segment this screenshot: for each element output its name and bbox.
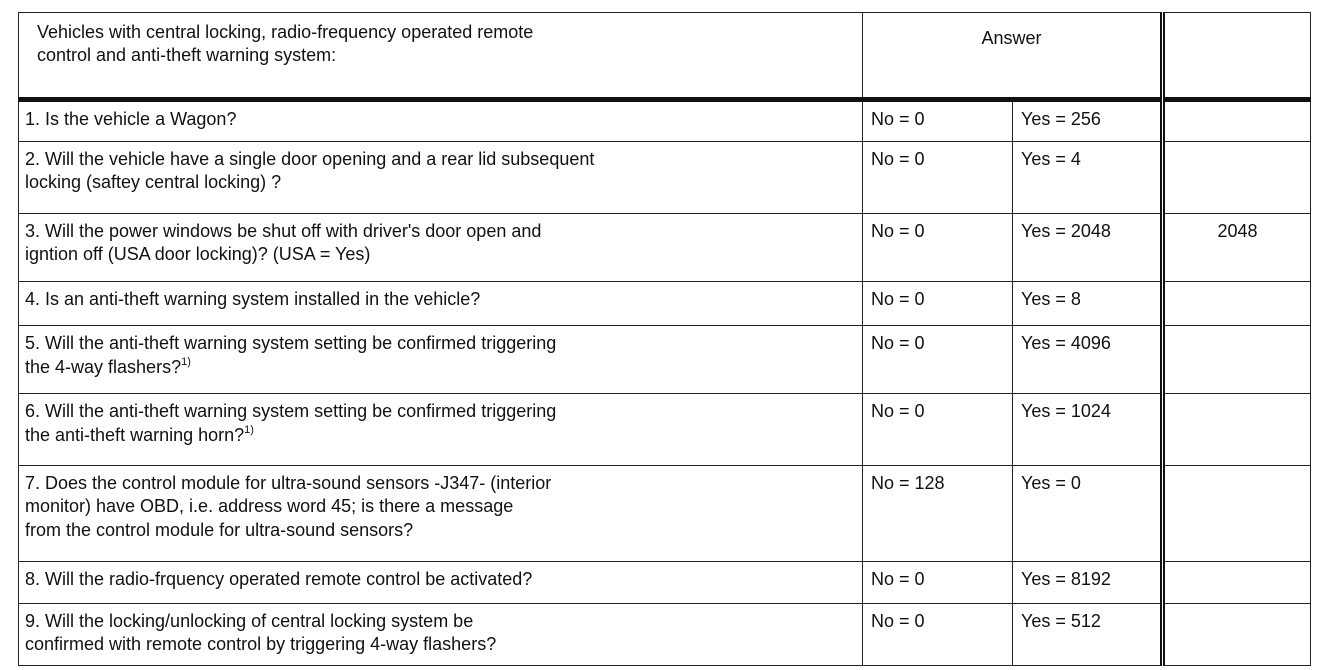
answer-no: No = 0 bbox=[871, 611, 925, 631]
header-row bbox=[19, 13, 1311, 100]
question-text: 2. Will the vehicle have a single door opening and a rear lid subsequent locking (saftey central locking) ? bbox=[25, 149, 595, 193]
question-cell bbox=[19, 562, 863, 604]
answer-no: No = 0 bbox=[871, 333, 925, 353]
result-cell bbox=[1163, 282, 1311, 326]
result-cell bbox=[1163, 214, 1311, 282]
answer-yes: Yes = 8192 bbox=[1021, 569, 1111, 589]
answer-yes-cell bbox=[1013, 142, 1163, 214]
question-text: 1. Is the vehicle a Wagon? bbox=[25, 109, 237, 129]
answer-yes: Yes = 512 bbox=[1021, 611, 1101, 631]
question-text: 9. Will the locking/unlocking of central locking system be confirmed with remote control by triggering 4-way flashers? bbox=[25, 611, 497, 655]
answer-yes-cell bbox=[1013, 466, 1163, 562]
answer-yes-cell bbox=[1013, 394, 1163, 466]
result-cell bbox=[1163, 100, 1311, 142]
answer-no-cell bbox=[863, 100, 1013, 142]
answer-no-cell bbox=[863, 466, 1013, 562]
header-question-cell bbox=[19, 13, 863, 100]
question-cell bbox=[19, 100, 863, 142]
table-row bbox=[19, 562, 1311, 604]
answer-no-cell bbox=[863, 142, 1013, 214]
header-question-title: Vehicles with central locking, radio-frequency operated remote control and anti-theft warning system: bbox=[37, 22, 534, 66]
answer-yes: Yes = 0 bbox=[1021, 473, 1081, 493]
answer-yes: Yes = 1024 bbox=[1021, 401, 1111, 421]
answer-yes: Yes = 2048 bbox=[1021, 221, 1111, 241]
table-row bbox=[19, 282, 1311, 326]
table-row bbox=[19, 326, 1311, 394]
footnote-marker: 1) bbox=[244, 424, 254, 437]
header-result-cell bbox=[1163, 13, 1311, 100]
answer-yes-cell bbox=[1013, 282, 1163, 326]
question-text: 8. Will the radio-frquency operated remote control be activated? bbox=[25, 569, 533, 589]
answer-no-cell bbox=[863, 282, 1013, 326]
answer-no: No = 128 bbox=[871, 473, 945, 493]
question-cell bbox=[19, 604, 863, 666]
answer-no-cell bbox=[863, 326, 1013, 394]
result-cell bbox=[1163, 142, 1311, 214]
answer-yes: Yes = 4096 bbox=[1021, 333, 1111, 353]
result-cell bbox=[1163, 466, 1311, 562]
answer-yes-cell bbox=[1013, 214, 1163, 282]
question-text: 6. Will the anti-theft warning system setting be confirmed triggering the anti-theft warning horn? bbox=[25, 401, 557, 446]
question-cell bbox=[19, 394, 863, 466]
question-cell bbox=[19, 142, 863, 214]
answer-no: No = 0 bbox=[871, 289, 925, 309]
answer-yes-cell bbox=[1013, 562, 1163, 604]
question-cell bbox=[19, 326, 863, 394]
result-value: 2048 bbox=[1217, 221, 1258, 241]
answer-yes-cell bbox=[1013, 100, 1163, 142]
header-answer-label: Answer bbox=[981, 28, 1042, 48]
question-cell bbox=[19, 214, 863, 282]
answer-yes: Yes = 8 bbox=[1021, 289, 1081, 309]
footnote-marker: 1) bbox=[181, 356, 191, 369]
answer-no-cell bbox=[863, 214, 1013, 282]
table-row bbox=[19, 604, 1311, 666]
answer-no-cell bbox=[863, 604, 1013, 666]
question-cell bbox=[19, 282, 863, 326]
result-cell bbox=[1163, 326, 1311, 394]
answer-no: No = 0 bbox=[871, 401, 925, 421]
answer-no-cell bbox=[863, 394, 1013, 466]
answer-no: No = 0 bbox=[871, 149, 925, 169]
answer-yes: Yes = 4 bbox=[1021, 149, 1081, 169]
answer-no: No = 0 bbox=[871, 221, 925, 241]
question-text: 7. Does the control module for ultra-sound sensors -J347- (interior monitor) have OBD, i.e. address word 45; is there a message from the control module for ultra-sound sensors? bbox=[25, 473, 552, 540]
table-row bbox=[19, 214, 1311, 282]
answer-no: No = 0 bbox=[871, 569, 925, 589]
coding-table bbox=[18, 12, 1311, 666]
question-text: 4. Is an anti-theft warning system installed in the vehicle? bbox=[25, 289, 481, 309]
result-cell bbox=[1163, 604, 1311, 666]
table-row bbox=[19, 142, 1311, 214]
table-row bbox=[19, 100, 1311, 142]
answer-yes-cell bbox=[1013, 326, 1163, 394]
header-answer-cell bbox=[863, 13, 1163, 100]
result-cell bbox=[1163, 562, 1311, 604]
answer-yes-cell bbox=[1013, 604, 1163, 666]
result-cell bbox=[1163, 394, 1311, 466]
question-text: 5. Will the anti-theft warning system setting be confirmed triggering the 4-way flashers? bbox=[25, 333, 557, 378]
answer-no: No = 0 bbox=[871, 109, 925, 129]
table-row bbox=[19, 394, 1311, 466]
question-text: 3. Will the power windows be shut off with driver's door open and igntion off (USA door locking)? (USA = Yes) bbox=[25, 221, 542, 265]
question-cell bbox=[19, 466, 863, 562]
answer-yes: Yes = 256 bbox=[1021, 109, 1101, 129]
answer-no-cell bbox=[863, 562, 1013, 604]
table-row bbox=[19, 466, 1311, 562]
